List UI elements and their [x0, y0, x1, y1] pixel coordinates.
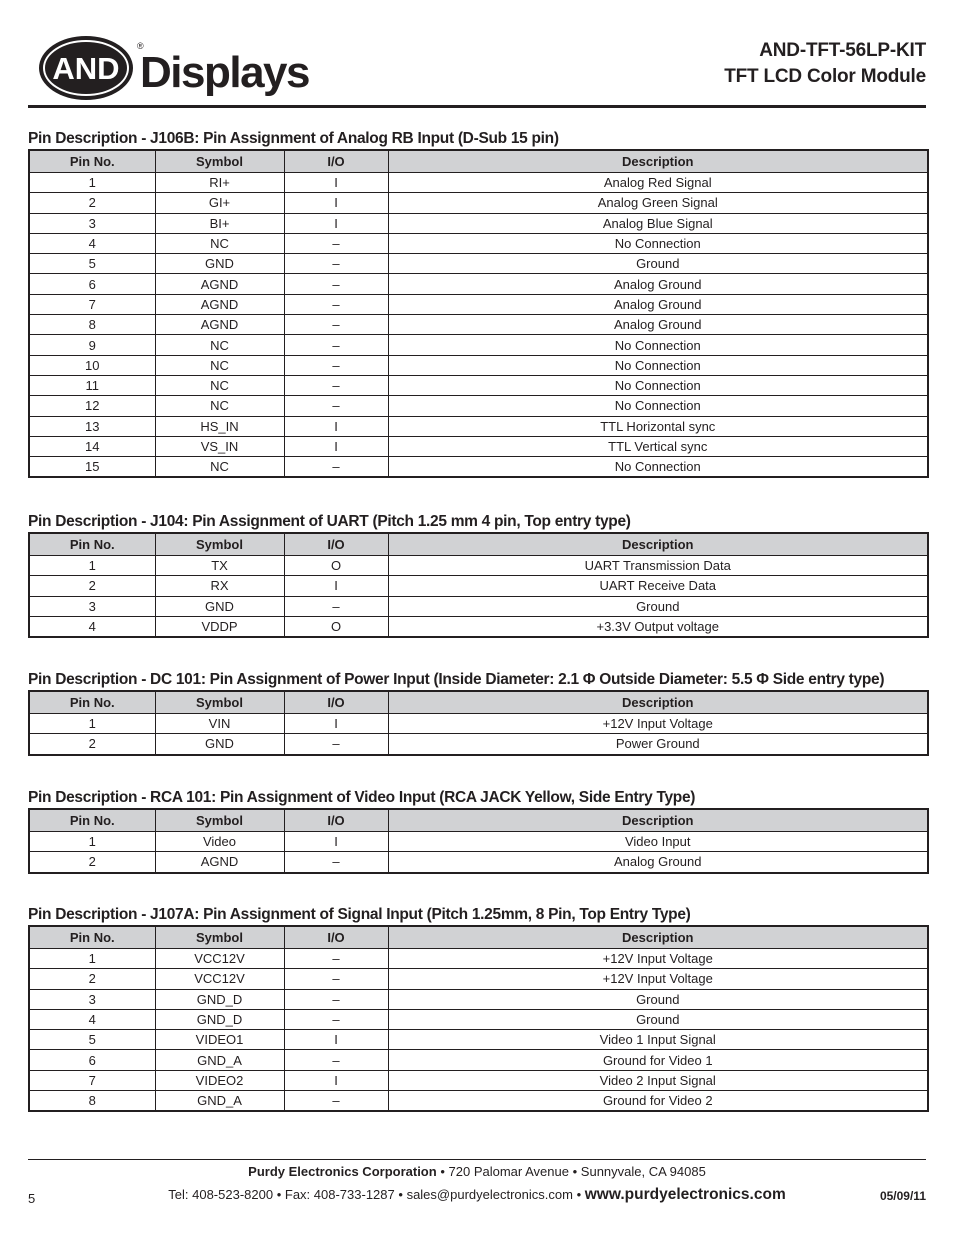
description-cell: Analog Green Signal	[388, 193, 928, 213]
io-cell: O	[284, 616, 388, 637]
io-cell: –	[284, 969, 388, 989]
io-cell: –	[284, 294, 388, 314]
io-cell: –	[284, 852, 388, 873]
logo-registered-mark: ®	[137, 41, 144, 51]
symbol-cell: GND	[155, 734, 284, 755]
column-header-symbol: Symbol	[155, 691, 284, 714]
section-title: Pin Description - J107A: Pin Assignment of Signal Input (Pitch 1.25mm, 8 Pin, Top Entry Type)	[28, 906, 691, 923]
table-row	[29, 832, 928, 852]
page-header	[28, 30, 926, 106]
description-cell: +3.3V Output voltage	[388, 616, 928, 637]
pin-table	[28, 925, 929, 1112]
symbol-cell: VDDP	[155, 616, 284, 637]
symbol-cell: VIDEO2	[155, 1070, 284, 1090]
pin-number-cell: 1	[29, 173, 155, 193]
pin-number-cell: 2	[29, 969, 155, 989]
description-cell: No Connection	[388, 335, 928, 355]
io-cell: –	[284, 396, 388, 416]
column-header-symbol: Symbol	[155, 533, 284, 556]
phone-number: Tel: 408-523-8200	[168, 1187, 274, 1202]
symbol-cell: AGND	[155, 294, 284, 314]
header-divider	[28, 105, 926, 108]
column-header-pin-no: Pin No.	[29, 926, 155, 949]
description-cell: +12V Input Voltage	[388, 949, 928, 969]
document-heading	[724, 38, 926, 90]
description-cell: Video 1 Input Signal	[388, 1030, 928, 1050]
symbol-cell: BI+	[155, 213, 284, 233]
description-cell: +12V Input Voltage	[388, 969, 928, 989]
io-cell: I	[284, 213, 388, 233]
table-row	[29, 949, 928, 969]
symbol-cell: VCC12V	[155, 969, 284, 989]
description-cell: Video Input	[388, 832, 928, 852]
column-header-io: I/O	[284, 691, 388, 714]
pin-number-cell: 13	[29, 416, 155, 436]
description-cell: No Connection	[388, 457, 928, 478]
table-row	[29, 315, 928, 335]
io-cell: –	[284, 1091, 388, 1112]
symbol-cell: GND	[155, 254, 284, 274]
description-cell: No Connection	[388, 355, 928, 375]
table-row	[29, 556, 928, 576]
pin-number-cell: 4	[29, 1009, 155, 1029]
table-row	[29, 375, 928, 395]
symbol-cell: AGND	[155, 315, 284, 335]
table-row	[29, 596, 928, 616]
pin-number-cell: 2	[29, 734, 155, 755]
description-cell: Power Ground	[388, 734, 928, 755]
pin-number-cell: 3	[29, 213, 155, 233]
pin-number-cell: 2	[29, 576, 155, 596]
column-header-symbol: Symbol	[155, 150, 284, 173]
footer-separator: •	[276, 1187, 282, 1202]
description-cell: Analog Blue Signal	[388, 213, 928, 233]
io-cell: O	[284, 556, 388, 576]
logo-displays-text: Displays	[140, 48, 309, 97]
io-cell: I	[284, 576, 388, 596]
symbol-cell: Video	[155, 832, 284, 852]
pin-number-cell: 3	[29, 596, 155, 616]
pin-number-cell: 1	[29, 832, 155, 852]
table-header-row	[29, 533, 928, 556]
section-title: Pin Description - J106B: Pin Assignment of Analog RB Input (D-Sub 15 pin)	[28, 130, 559, 147]
pin-number-cell: 1	[29, 949, 155, 969]
table-row	[29, 969, 928, 989]
pin-table	[28, 690, 929, 756]
column-header-description: Description	[388, 150, 928, 173]
io-cell: I	[284, 173, 388, 193]
description-cell: TTL Horizontal sync	[388, 416, 928, 436]
pin-number-cell: 6	[29, 274, 155, 294]
revision-date: 05/09/11	[879, 1189, 926, 1203]
table-row	[29, 1030, 928, 1050]
table-row	[29, 355, 928, 375]
street-address: 720 Palomar Avenue	[448, 1164, 569, 1179]
symbol-cell: GND_A	[155, 1050, 284, 1070]
fax-number: Fax: 408-733-1287	[284, 1187, 395, 1202]
table-row	[29, 416, 928, 436]
logo-and-text: AND	[52, 51, 120, 86]
footer-separator: •	[572, 1164, 578, 1179]
section-title: Pin Description - RCA 101: Pin Assignment of Video Input (RCA JACK Yellow, Side Entry Type)	[28, 789, 696, 806]
io-cell: –	[284, 457, 388, 478]
column-header-symbol: Symbol	[155, 926, 284, 949]
pin-number-cell: 4	[29, 616, 155, 637]
table-row	[29, 1091, 928, 1112]
description-cell: +12V Input Voltage	[388, 714, 928, 734]
pin-number-cell: 9	[29, 335, 155, 355]
column-header-description: Description	[388, 809, 928, 832]
column-header-pin-no: Pin No.	[29, 533, 155, 556]
io-cell: –	[284, 315, 388, 335]
column-header-pin-no: Pin No.	[29, 150, 155, 173]
footer-separator: •	[398, 1187, 403, 1202]
description-cell: UART Receive Data	[388, 576, 928, 596]
description-cell: Video 2 Input Signal	[388, 1070, 928, 1090]
symbol-cell: VS_IN	[155, 436, 284, 456]
symbol-cell: TX	[155, 556, 284, 576]
pin-number-cell: 10	[29, 355, 155, 375]
column-header-pin-no: Pin No.	[29, 809, 155, 832]
pin-table	[28, 532, 929, 638]
description-cell: Analog Ground	[388, 274, 928, 294]
io-cell: –	[284, 1009, 388, 1029]
io-cell: –	[284, 233, 388, 253]
pin-number-cell: 12	[29, 396, 155, 416]
column-header-io: I/O	[284, 533, 388, 556]
product-subtitle: TFT LCD Color Module	[724, 66, 926, 87]
io-cell: I	[284, 832, 388, 852]
table-header-row	[29, 150, 928, 173]
company-name: Purdy Electronics Corporation	[248, 1164, 437, 1179]
table-row	[29, 734, 928, 755]
table-row	[29, 233, 928, 253]
symbol-cell: GND_D	[155, 1009, 284, 1029]
symbol-cell: VIDEO1	[155, 1030, 284, 1050]
pin-number-cell: 6	[29, 1050, 155, 1070]
table-header-row	[29, 926, 928, 949]
io-cell: –	[284, 1050, 388, 1070]
table-row	[29, 274, 928, 294]
description-cell: No Connection	[388, 375, 928, 395]
symbol-cell: VIN	[155, 714, 284, 734]
description-cell: Ground	[388, 596, 928, 616]
table-row	[29, 335, 928, 355]
symbol-cell: NC	[155, 233, 284, 253]
footer-divider	[28, 1159, 926, 1160]
symbol-cell: GI+	[155, 193, 284, 213]
table-row	[29, 173, 928, 193]
pin-number-cell: 15	[29, 457, 155, 478]
description-cell: Ground	[388, 254, 928, 274]
footer-separator: •	[576, 1187, 582, 1202]
pin-number-cell: 5	[29, 1030, 155, 1050]
table-row	[29, 254, 928, 274]
pin-number-cell: 2	[29, 193, 155, 213]
column-header-description: Description	[388, 533, 928, 556]
pin-number-cell: 4	[29, 233, 155, 253]
description-cell: Ground	[388, 989, 928, 1009]
description-cell: TTL Vertical sync	[388, 436, 928, 456]
table-row	[29, 576, 928, 596]
pin-number-cell: 5	[29, 254, 155, 274]
symbol-cell: NC	[155, 396, 284, 416]
footer-contact-line	[0, 1186, 954, 1204]
pin-number-cell: 2	[29, 852, 155, 873]
column-header-description: Description	[388, 926, 928, 949]
table-header-row	[29, 809, 928, 832]
description-cell: Analog Ground	[388, 315, 928, 335]
table-row	[29, 852, 928, 873]
symbol-cell: RI+	[155, 173, 284, 193]
model-number: AND-TFT-56LP-KIT	[759, 40, 926, 61]
symbol-cell: RX	[155, 576, 284, 596]
footer-separator: •	[440, 1164, 445, 1179]
pin-number-cell: 11	[29, 375, 155, 395]
and-displays-logo	[36, 34, 336, 102]
pin-number-cell: 8	[29, 1091, 155, 1112]
pin-section	[28, 670, 927, 756]
symbol-cell: NC	[155, 375, 284, 395]
io-cell: I	[284, 714, 388, 734]
website-link[interactable]: www.purdyelectronics.com	[584, 1186, 786, 1203]
table-header-row	[29, 691, 928, 714]
table-row	[29, 457, 928, 478]
table-row	[29, 436, 928, 456]
io-cell: I	[284, 1030, 388, 1050]
pin-section	[28, 905, 927, 1112]
column-header-io: I/O	[284, 150, 388, 173]
description-cell: Analog Ground	[388, 294, 928, 314]
io-cell: I	[284, 1070, 388, 1090]
symbol-cell: HS_IN	[155, 416, 284, 436]
pin-section	[28, 129, 927, 478]
table-row	[29, 714, 928, 734]
io-cell: –	[284, 254, 388, 274]
io-cell: I	[284, 416, 388, 436]
table-row	[29, 1070, 928, 1090]
io-cell: I	[284, 436, 388, 456]
description-cell: Analog Red Signal	[388, 173, 928, 193]
table-row	[29, 616, 928, 637]
io-cell: –	[284, 355, 388, 375]
city-state-zip: Sunnyvale, CA 94085	[580, 1164, 706, 1179]
pin-number-cell: 1	[29, 556, 155, 576]
pin-number-cell: 3	[29, 989, 155, 1009]
table-row	[29, 396, 928, 416]
table-row	[29, 1009, 928, 1029]
symbol-cell: NC	[155, 355, 284, 375]
table-row	[29, 213, 928, 233]
column-header-io: I/O	[284, 809, 388, 832]
io-cell: –	[284, 335, 388, 355]
pin-table	[28, 808, 929, 874]
description-cell: No Connection	[388, 233, 928, 253]
pin-section	[28, 512, 927, 638]
description-cell: Ground	[388, 1009, 928, 1029]
pin-section	[28, 788, 927, 874]
symbol-cell: VCC12V	[155, 949, 284, 969]
table-row	[29, 193, 928, 213]
description-cell: Ground for Video 2	[388, 1091, 928, 1112]
footer-address-line	[0, 1164, 954, 1179]
description-cell: Analog Ground	[388, 852, 928, 873]
description-cell: No Connection	[388, 396, 928, 416]
table-row	[29, 294, 928, 314]
pin-number-cell: 14	[29, 436, 155, 456]
pin-number-cell: 8	[29, 315, 155, 335]
symbol-cell: AGND	[155, 852, 284, 873]
pin-number-cell: 1	[29, 714, 155, 734]
column-header-pin-no: Pin No.	[29, 691, 155, 714]
column-header-description: Description	[388, 691, 928, 714]
io-cell: –	[284, 734, 388, 755]
io-cell: –	[284, 989, 388, 1009]
symbol-cell: NC	[155, 335, 284, 355]
symbol-cell: NC	[155, 457, 284, 478]
io-cell: –	[284, 949, 388, 969]
table-row	[29, 1050, 928, 1070]
column-header-symbol: Symbol	[155, 809, 284, 832]
column-header-io: I/O	[284, 926, 388, 949]
email-link[interactable]: sales@purdyelectronics.com	[406, 1187, 573, 1202]
page-number: 5	[28, 1191, 36, 1206]
table-row	[29, 989, 928, 1009]
symbol-cell: AGND	[155, 274, 284, 294]
symbol-cell: GND_A	[155, 1091, 284, 1112]
io-cell: I	[284, 193, 388, 213]
symbol-cell: GND	[155, 596, 284, 616]
section-title: Pin Description - DC 101: Pin Assignment of Power Input (Inside Diameter: 2.1 Φ Outside Diameter: 5.5 Φ Side entry type)	[28, 671, 885, 688]
description-cell: Ground for Video 1	[388, 1050, 928, 1070]
pin-number-cell: 7	[29, 294, 155, 314]
symbol-cell: GND_D	[155, 989, 284, 1009]
pin-table	[28, 149, 929, 478]
section-title: Pin Description - J104: Pin Assignment of UART (Pitch 1.25 mm 4 pin, Top entry type)	[28, 513, 631, 530]
io-cell: –	[284, 274, 388, 294]
pin-number-cell: 7	[29, 1070, 155, 1090]
description-cell: UART Transmission Data	[388, 556, 928, 576]
io-cell: –	[284, 375, 388, 395]
io-cell: –	[284, 596, 388, 616]
